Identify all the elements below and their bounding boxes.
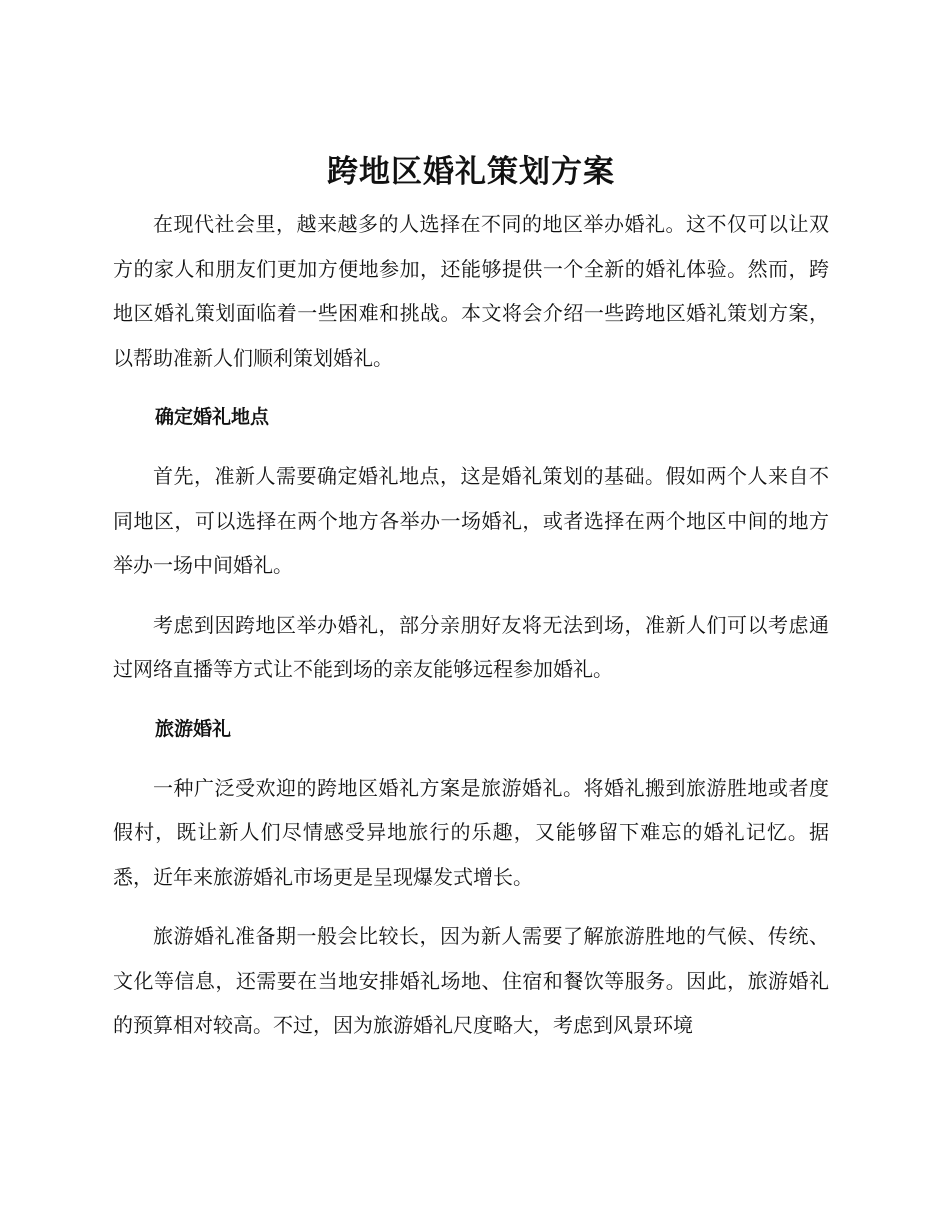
document-page	[113, 146, 829, 1063]
body-paragraph: 一种广泛受欢迎的跨地区婚礼方案是旅游婚礼。将婚礼搬到旅游胜地或者度假村，既让新人们尽情感受异地旅行的乐趣，又能够留下难忘的婚礼记忆。据悉，近年来旅游婚礼市场更是呈现爆发式增长。	[113, 775, 829, 889]
document-title: 跨地区婚礼策划方案	[327, 154, 615, 190]
intro-paragraph: 在现代社会里，越来越多的人选择在不同的地区举办婚礼。这不仅可以让双方的家人和朋友们更加方便地参加，还能够提供一个全新的婚礼体验。然而，跨地区婚礼策划面临着一些困难和挑战。本文将会介绍一些跨地区婚礼策划方案，以帮助准新人们顺利策划婚礼。	[113, 212, 829, 370]
body-paragraph: 旅游婚礼准备期一般会比较长，因为新人需要了解旅游胜地的气候、传统、文化等信息，还需要在当地安排婚礼场地、住宿和餐饮等服务。因此，旅游婚礼的预算相对较高。不过，因为旅游婚礼尺度略大，考虑到风景环境	[113, 924, 829, 1037]
body-paragraph: 考虑到因跨地区举办婚礼，部分亲朋好友将无法到场，准新人们可以考虑通过网络直播等方式让不能到场的亲友能够远程参加婚礼。	[113, 612, 829, 681]
section-heading-wedding-location: 确定婚礼地点	[155, 406, 270, 428]
body-paragraph: 首先，准新人需要确定婚礼地点，这是婚礼策划的基础。假如两个人来自不同地区，可以选择在两个地方各举办一场婚礼，或者选择在两个地区中间的地方举办一场中间婚礼。	[113, 464, 829, 577]
section-heading-travel-wedding: 旅游婚礼	[155, 717, 232, 740]
